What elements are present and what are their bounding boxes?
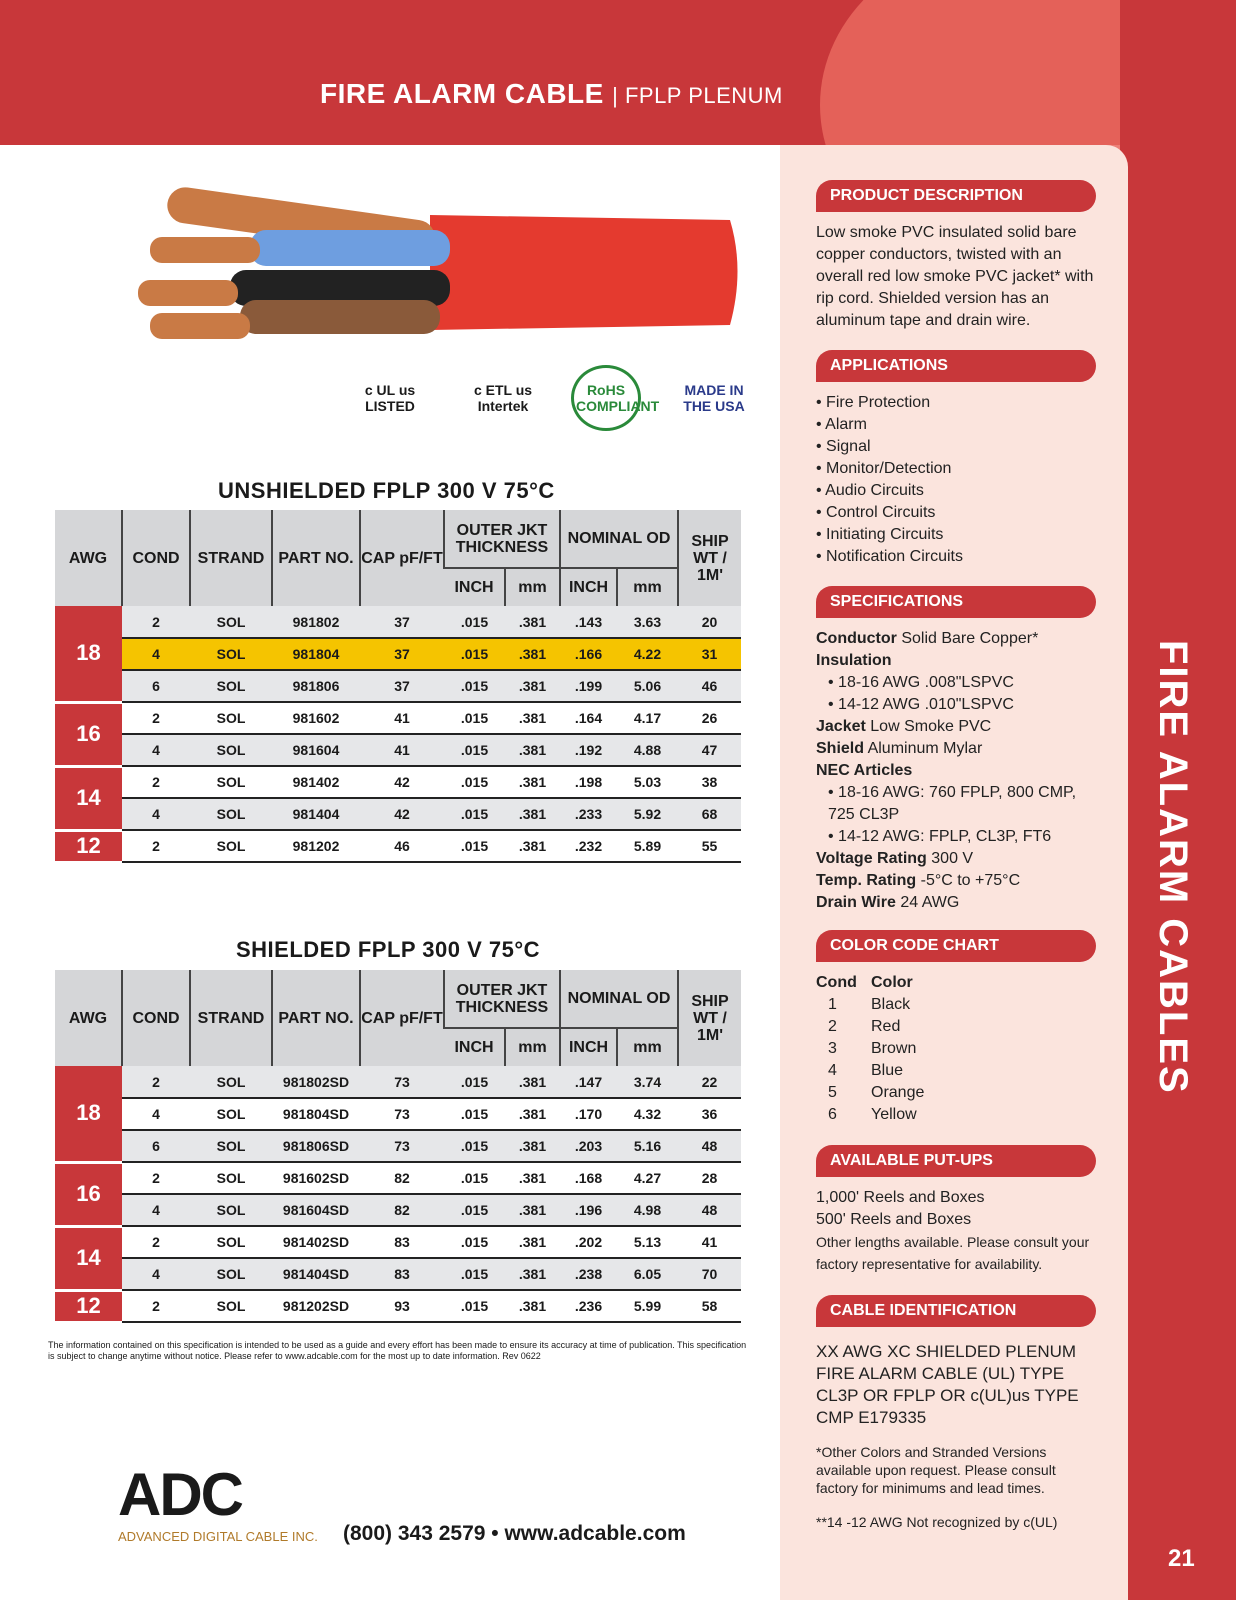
awg-cell: 18 [55,1066,122,1162]
page-title: FIRE ALARM CABLE | FPLP PLENUM [320,78,783,109]
table-cell: 37 [360,638,444,670]
table-cell: .168 [560,1162,617,1194]
table-cell: 6 [122,670,190,702]
table-cell: 38 [678,766,741,798]
color-row [816,1060,1096,1082]
ident-note: *Other Colors and Stranded Versions available upon request. Please consult factory for minimums and lead times. [816,1444,1056,1496]
table-cell: 41 [360,702,444,734]
table-cell: 41 [678,1226,741,1258]
table-cell: .166 [560,638,617,670]
table-cell: 3.74 [617,1066,678,1098]
table-cell: 2 [122,1162,190,1194]
table-cell: SOL [190,1098,272,1130]
col-mm: mm [617,568,678,606]
table-cell: 4 [122,1194,190,1226]
table-cell: .015 [444,830,505,862]
table-cell: 981402 [272,766,360,798]
table-cell: 70 [678,1258,741,1290]
col-inch: INCH [560,568,617,606]
col-cond: COND [122,970,190,1066]
ul-listed-logo: c UL us LISTED [364,382,416,414]
table-cell: .381 [505,638,560,670]
table-cell: .381 [505,1130,560,1162]
shielded-table-title: SHIELDED FPLP 300 V 75°C [236,937,541,962]
table-cell: 3.63 [617,606,678,638]
table-cell: 47 [678,734,741,766]
table-cell: 981806SD [272,1130,360,1162]
table-cell: 981604 [272,734,360,766]
table-row [55,734,741,766]
table-cell: .381 [505,670,560,702]
table-cell: .015 [444,734,505,766]
application-item: • Signal [816,438,871,455]
table-cell: 981806 [272,670,360,702]
table-cell: .015 [444,702,505,734]
table-cell: .015 [444,1066,505,1098]
col-ship: SHIP WT / 1M' [678,510,741,606]
table-row [55,606,741,638]
table-cell: .232 [560,830,617,862]
color-row [816,1016,1096,1038]
table-cell: .164 [560,702,617,734]
table-body [55,606,741,862]
table-cell: 981602SD [272,1162,360,1194]
table-cell: .015 [444,1130,505,1162]
table-cell: 4.27 [617,1162,678,1194]
col-outer: OUTER JKT THICKNESS [444,970,560,1028]
shielded-table [55,970,741,1324]
table-cell: 5.92 [617,798,678,830]
col-awg: AWG [55,510,122,606]
header-row [55,510,741,568]
table-cell: 55 [678,830,741,862]
application-item: • Notification Circuits [816,548,963,565]
table-cell: 93 [360,1290,444,1322]
table-row [55,1194,741,1226]
color-name: Yellow [871,1106,917,1123]
color-code-chart: COLOR CODE CHART Cond Color 1 Black 2 Red 3 Brown 4 Blue 5 Orange 6 Yellow [816,930,1096,1126]
table-cell: SOL [190,766,272,798]
ident-text: XX AWG XC SHIELDED PLENUM FIRE ALARM CABLE (UL) TYPE CL3P OR FPLP OR c(UL)us TYPE CMP E179335 [816,1342,1079,1427]
putup-2: 500' Reels and Boxes [816,1211,972,1228]
table-cell: 981602 [272,702,360,734]
table-cell: 4.88 [617,734,678,766]
section-header: SPECIFICATIONS [816,586,1096,618]
table-cell: .015 [444,1162,505,1194]
col-cond: COND [122,510,190,606]
section-header: CABLE IDENTIFICATION [816,1295,1096,1327]
cond-number: 5 [828,1084,837,1101]
applications [816,350,1096,568]
section-header: PRODUCT DESCRIPTION [816,180,1096,212]
table-cell: .381 [505,1290,560,1322]
table-cell: SOL [190,734,272,766]
table-cell: 73 [360,1066,444,1098]
application-item: • Fire Protection [816,394,931,411]
color-name: Blue [871,1062,904,1079]
table-cell: 6.05 [617,1258,678,1290]
table-row [55,638,741,670]
table-row [55,1290,741,1322]
table-cell: 37 [360,606,444,638]
table-cell: .198 [560,766,617,798]
col-part: PART NO. [272,970,360,1066]
table-cell: 4 [122,638,190,670]
table-cell: .015 [444,670,505,702]
table-cell: 73 [360,1130,444,1162]
table-cell: .381 [505,798,560,830]
section-header: COLOR CODE CHART [816,930,1096,962]
table-cell: .015 [444,638,505,670]
table-cell: 48 [678,1130,741,1162]
table-cell: 36 [678,1098,741,1130]
table-cell: 5.13 [617,1226,678,1258]
cond-number: 1 [828,996,837,1013]
section-header: AVAILABLE PUT-UPS [816,1145,1096,1177]
awg-cell: 18 [55,606,122,702]
table-cell: SOL [190,1226,272,1258]
table-cell: 2 [122,1226,190,1258]
table-row [55,1258,741,1290]
rohs-logo: RoHS COMPLIANT [571,365,641,431]
awg-cell: 12 [55,830,122,862]
table-cell: 4.22 [617,638,678,670]
table-cell: 41 [360,734,444,766]
table-cell: .015 [444,1194,505,1226]
application-item: • Alarm [816,416,867,433]
col-nominal: NOMINAL OD [560,510,678,568]
header-row [55,970,741,1028]
table-cell: .147 [560,1066,617,1098]
table-cell: 981804SD [272,1098,360,1130]
awg-cell: 12 [55,1290,122,1322]
table-cell: .381 [505,1162,560,1194]
table-cell: .015 [444,1098,505,1130]
table-cell: .381 [505,1098,560,1130]
table-cell: 2 [122,766,190,798]
table-row [55,798,741,830]
table-cell: SOL [190,1194,272,1226]
col-inch: INCH [444,1028,505,1066]
col-part: PART NO. [272,510,360,606]
table-cell: SOL [190,606,272,638]
table-cell: 46 [678,670,741,702]
table-row [55,1130,741,1162]
cond-number: 2 [828,1018,837,1035]
table-cell: .170 [560,1098,617,1130]
color-name: Orange [871,1084,925,1101]
table-cell: 981404 [272,798,360,830]
table-row [55,1098,741,1130]
application-item: • Audio Circuits [816,482,924,499]
table-cell: .015 [444,798,505,830]
table-cell: 2 [122,1066,190,1098]
table-cell: .143 [560,606,617,638]
table-cell: 5.06 [617,670,678,702]
table-cell: .381 [505,1194,560,1226]
table-cell: .202 [560,1226,617,1258]
table-body [55,1066,741,1322]
table-cell: 981202SD [272,1290,360,1322]
table-cell: 981404SD [272,1258,360,1290]
col-nominal: NOMINAL OD [560,970,678,1028]
color-row [816,994,1096,1016]
table-cell: 22 [678,1066,741,1098]
table-cell: 981804 [272,638,360,670]
description-text: Low smoke PVC insulated solid bare copper conductors, twisted with an overall red low smoke PVC jacket* with rip cord. Shielded version has an aluminum tape and drain wire. [816,224,1094,329]
color-name: Black [871,996,911,1013]
etl-logo: c ETL us Intertek [473,382,533,414]
col-ship: SHIP WT / 1M' [678,970,741,1066]
color-name: Red [871,1018,901,1035]
col-strand: STRAND [190,510,272,606]
table-row [55,830,741,862]
table-cell: .203 [560,1130,617,1162]
table-cell: 2 [122,1290,190,1322]
table-cell: 46 [360,830,444,862]
section-header: APPLICATIONS [816,350,1096,382]
putup-note: Other lengths available. Please consult your factory representative for availability. [816,1234,1090,1272]
cond-number: 6 [828,1106,837,1123]
table-cell: 20 [678,606,741,638]
cond-number: 3 [828,1040,837,1057]
table-cell: SOL [190,638,272,670]
col-mm: mm [505,568,560,606]
table-cell: 37 [360,670,444,702]
cable-identification [816,1295,1096,1533]
table-cell: 73 [360,1098,444,1130]
table-cell: 26 [678,702,741,734]
table-cell: SOL [190,1130,272,1162]
table-cell: .015 [444,1290,505,1322]
table-cell: .233 [560,798,617,830]
table-cell: .238 [560,1258,617,1290]
disclaimer: The information contained on this specification is intended to be used as a guide and every effort has been made to ensure its accuracy at time of publication. This specification is subject to change anytime without notice. Please refer to www.adcable.com for the most up to date information. Rev 0622 [48,1340,747,1361]
table-cell: SOL [190,702,272,734]
table-cell: .015 [444,606,505,638]
table-cell: SOL [190,1162,272,1194]
page-number: 21 [1168,1545,1195,1572]
table-cell: SOL [190,1258,272,1290]
contact-info: (800) 343 2579 • www.adcable.com [343,1522,686,1545]
awg-cell: 14 [55,766,122,830]
product-description [816,180,1096,332]
table-cell: 981604SD [272,1194,360,1226]
color-row [816,1104,1096,1126]
table-row [55,1066,741,1098]
table-cell: .236 [560,1290,617,1322]
table-cell: .381 [505,606,560,638]
table-cell: 981802SD [272,1066,360,1098]
table-cell: SOL [190,1066,272,1098]
table-cell: 5.99 [617,1290,678,1322]
table-cell: 981202 [272,830,360,862]
col-mm: mm [505,1028,560,1066]
table-cell: 4 [122,798,190,830]
table-cell: SOL [190,1290,272,1322]
application-item: • Initiating Circuits [816,526,944,543]
table-cell: .381 [505,830,560,862]
table-cell: 981402SD [272,1226,360,1258]
table-cell: 2 [122,830,190,862]
table-cell: .196 [560,1194,617,1226]
table-cell: 83 [360,1226,444,1258]
table-row [55,766,741,798]
table-cell: .381 [505,1258,560,1290]
table-cell: 2 [122,606,190,638]
table-cell: 2 [122,702,190,734]
table-cell: 4.32 [617,1098,678,1130]
ident-note-2: **14 -12 AWG Not recognized by c(UL) [816,1514,1058,1530]
color-row [816,1038,1096,1060]
table-cell: .015 [444,1258,505,1290]
table-cell: 5.16 [617,1130,678,1162]
table-cell: 981802 [272,606,360,638]
table-cell: .381 [505,766,560,798]
table-cell: 83 [360,1258,444,1290]
specifications [816,586,1096,914]
table-cell: .381 [505,734,560,766]
color-row [816,1082,1096,1104]
awg-cell: 16 [55,702,122,766]
cond-number: 4 [828,1062,837,1079]
table-cell: SOL [190,830,272,862]
certification-logos [345,365,759,431]
col-mm: mm [617,1028,678,1066]
application-item: • Control Circuits [816,504,936,521]
table-cell: .199 [560,670,617,702]
table-cell: .381 [505,702,560,734]
table-cell: .192 [560,734,617,766]
table-cell: 6 [122,1130,190,1162]
table-row [55,702,741,734]
adc-logo: ADC ADVANCED DIGITAL CABLE INC. [118,1461,318,1544]
col-awg: AWG [55,970,122,1066]
table-cell: .381 [505,1226,560,1258]
unshielded-table [55,510,741,864]
side-title: FIRE ALARM CABLES [1151,640,1195,1095]
table-cell: 31 [678,638,741,670]
col-inch: INCH [560,1028,617,1066]
table-cell: 4 [122,734,190,766]
table-header [55,970,741,1066]
table-row [55,670,741,702]
table-cell: 68 [678,798,741,830]
table-cell: SOL [190,798,272,830]
unshielded-table-title: UNSHIELDED FPLP 300 V 75°C [218,478,555,503]
table-cell: 58 [678,1290,741,1322]
col-cap: CAP pF/FT [360,510,444,606]
table-header [55,510,741,606]
cable-image [130,175,750,355]
putup-1: 1,000' Reels and Boxes [816,1189,985,1206]
table-row [55,1226,741,1258]
made-in-usa-logo: MADE IN THE USA [683,382,745,414]
table-cell: .015 [444,1226,505,1258]
application-item: • Monitor/Detection [816,460,952,477]
table-cell: 4 [122,1258,190,1290]
col-strand: STRAND [190,970,272,1066]
table-cell: 42 [360,798,444,830]
table-cell: 5.89 [617,830,678,862]
table-cell: SOL [190,670,272,702]
awg-cell: 16 [55,1162,122,1226]
color-name: Brown [871,1040,917,1057]
col-outer: OUTER JKT THICKNESS [444,510,560,568]
table-cell: .381 [505,1066,560,1098]
col-cap: CAP pF/FT [360,970,444,1066]
table-cell: 5.03 [617,766,678,798]
table-cell: 82 [360,1162,444,1194]
table-cell: 4.98 [617,1194,678,1226]
spec-list: Conductor Solid Bare Copper* Insulation • 18-16 AWG .008"LSPVC • 14-12 AWG .010"LSPVC Jacket Low Smoke PVC Shield Aluminum Mylar NEC Articles • 18-16 AWG: 760 FPLP, 800 CMP, 725 CL3P • 14-12 AWG: FPLP, CL3P, FT6 Voltage Rating 300 V Temp. Rating -5°C to +75°C Drain Wire 24 AWG [816,630,1077,911]
awg-cell: 14 [55,1226,122,1290]
table-cell: 4 [122,1098,190,1130]
table-cell: 42 [360,766,444,798]
table-cell: 28 [678,1162,741,1194]
col-inch: INCH [444,568,505,606]
available-put-ups [816,1145,1096,1275]
table-cell: 48 [678,1194,741,1226]
table-cell: .015 [444,766,505,798]
table-cell: 82 [360,1194,444,1226]
table-row [55,1162,741,1194]
table-cell: 4.17 [617,702,678,734]
